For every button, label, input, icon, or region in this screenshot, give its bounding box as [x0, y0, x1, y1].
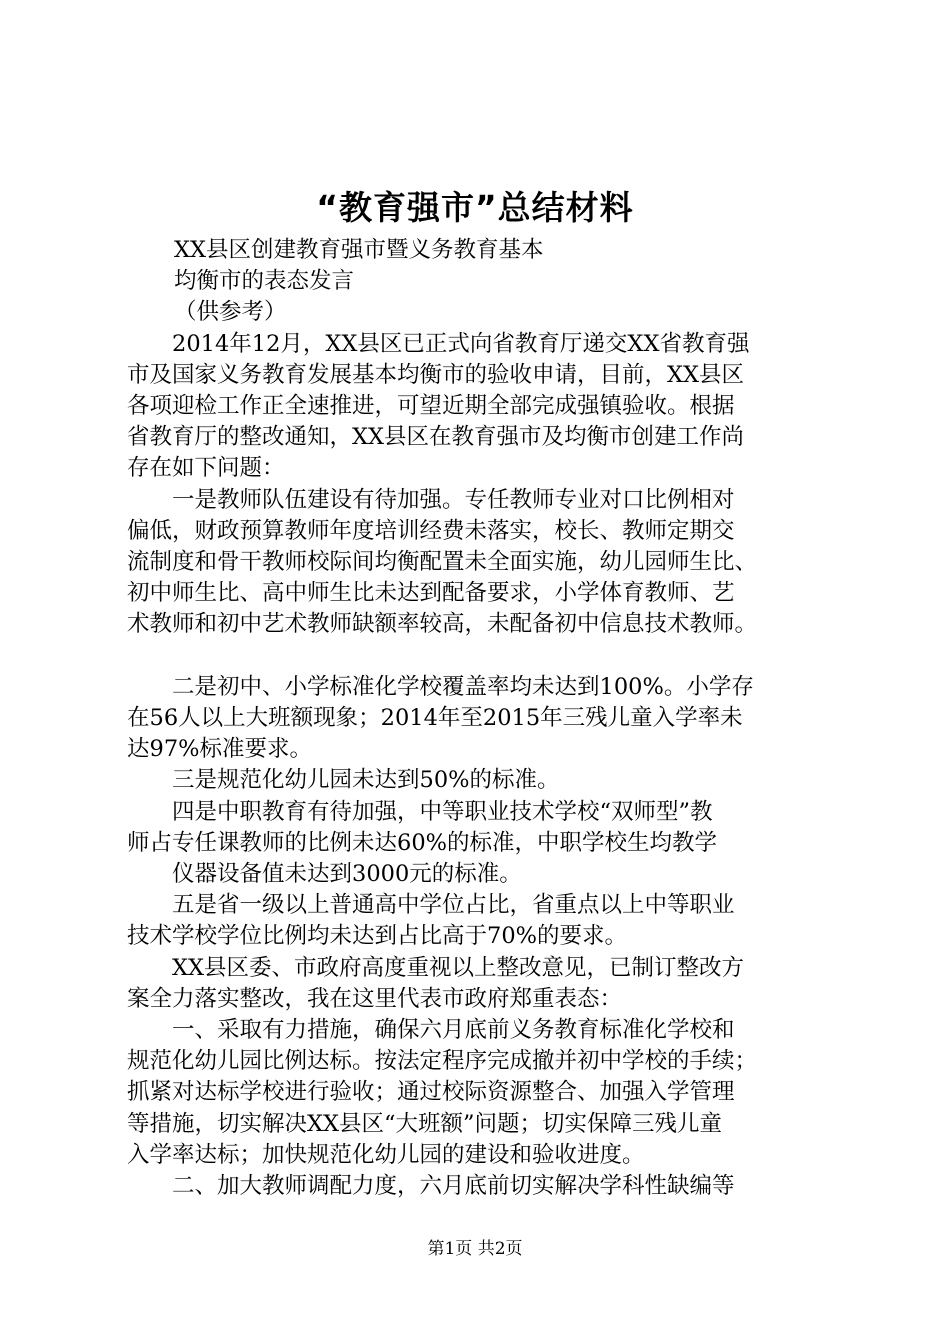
paragraph-9: [127, 1015, 845, 1171]
document-body: [127, 235, 845, 1202]
paragraph-6: [127, 859, 845, 890]
text-line: 案全力落实整改，我在这里代表市政府郑重表态：: [127, 985, 623, 1012]
paragraph-10: [127, 1171, 845, 1202]
text-line: 达97%标准要求。: [127, 736, 313, 763]
text-line: 四是中职教育有待加强，中等职业技术学校“双师型”教: [172, 798, 713, 825]
blank-line: [127, 641, 845, 672]
text-line: 二是初中、小学标准化学校覆盖率均未达到100%。小学存: [172, 673, 754, 700]
text-line: 流制度和骨干教师校际间均衡配置未全面实施，幼儿园师生比、: [127, 549, 758, 576]
text-line: 市及国家义务教育发展基本均衡市的验收申请，目前，XX县区: [127, 361, 745, 388]
text-line: 师占专任课教师的比例未达60%的标准，中职学校生均教学: [127, 829, 718, 856]
paragraph-5: [127, 797, 845, 859]
text-line: 省教育厅的整改通知，XX县区在教育强市及均衡市创建工作尚: [127, 424, 745, 451]
paragraph-8: [127, 953, 845, 1015]
text-line: 在56人以上大班额现象；2014年至2015年三残儿童入学率未: [127, 705, 743, 732]
subtitle-line-1: XX县区创建教育强市暨义务教育基本: [174, 237, 544, 263]
text-line: 各项迎检工作正全速推进，可望近期全部完成强镇验收。根据: [127, 393, 735, 420]
paragraph-3: [127, 672, 845, 766]
text-line: 等措施，切实解决XX县区“大班额”问题；切实保障三残儿童: [127, 1110, 723, 1137]
text-line: 五是省一级以上普通高中学位占比，省重点以上中等职业: [172, 892, 735, 919]
text-line: 规范化幼儿园比例达标。按法定程序完成撤并初中学校的手续；: [127, 1048, 758, 1075]
text-line: 一是教师队伍建设有待加强。专任教师专业对口比例相对: [172, 486, 735, 513]
paragraph-1: [127, 329, 845, 485]
text-line: 三是规范化幼儿园未达到50%的标准。: [172, 767, 560, 794]
text-line: 入学率达标；加快规范化幼儿园的建设和验收进度。: [127, 1141, 645, 1168]
text-line: 偏低，财政预算教师年度培训经费未落实，校长、教师定期交: [127, 517, 735, 544]
paragraph-2: [127, 485, 845, 641]
text-line: 仪器设备值未达到3000元的标准。: [172, 861, 522, 888]
text-line: 二、加大教师调配力度，六月底前切实解决学科性缺编等: [172, 1173, 735, 1200]
text-line: 术教师和初中艺术教师缺额率较高，未配备初中信息技术教师。: [127, 611, 758, 638]
paragraph-7: [127, 890, 845, 952]
paragraph-4: [127, 765, 845, 796]
subtitle-line-2: 均衡市的表态发言: [174, 268, 355, 295]
text-line: XX县区委、市政府高度重视以上整改意见，已制订整改方: [172, 954, 745, 981]
page-number: 第1页 共2页: [427, 1239, 523, 1259]
document-title: “教育强市”总结材料: [316, 188, 634, 227]
text-line: 技术学校学位比例均未达到占比高于70%的要求。: [127, 923, 628, 950]
reference-note: （供参考）: [174, 299, 287, 326]
text-line: 2014年12月，XX县区已正式向省教育厅递交XX省教育强: [172, 330, 750, 357]
text-line: 一、采取有力措施，确保六月底前义务教育标准化学校和: [172, 1017, 735, 1044]
text-line: 存在如下问题：: [127, 455, 285, 482]
text-line: 初中师生比、高中师生比未达到配备要求，小学体育教师、艺: [127, 580, 735, 607]
text-line: 抓紧对达标学校进行验收；通过校际资源整合、加强入学管理: [127, 1079, 735, 1106]
